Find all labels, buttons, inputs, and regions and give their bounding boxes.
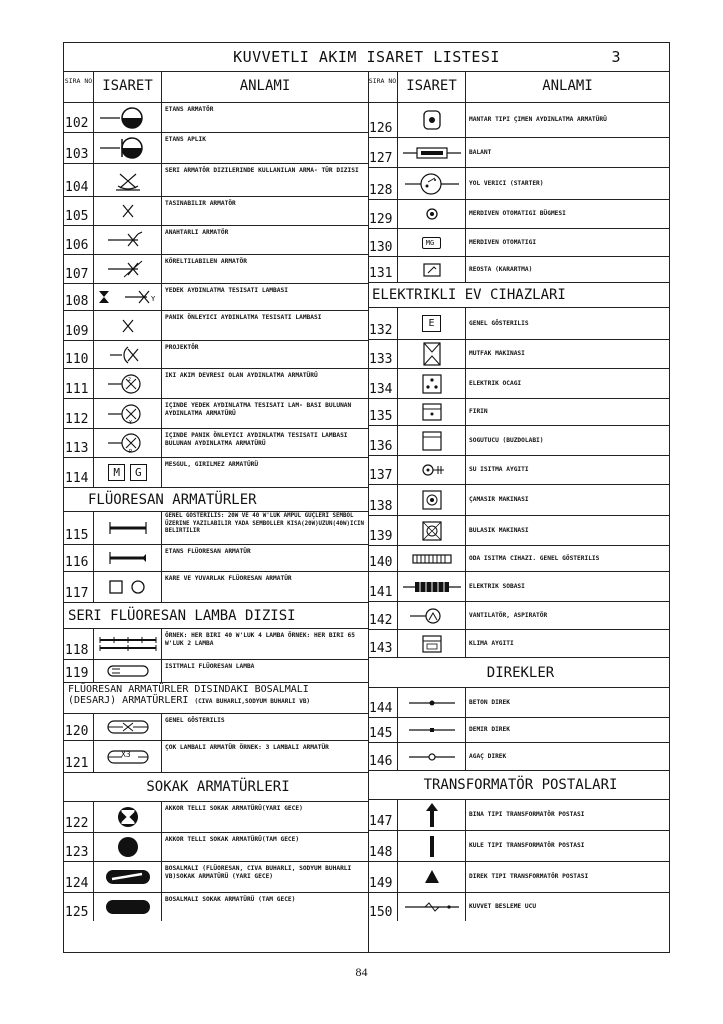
row-number: 104 xyxy=(64,164,94,196)
table-row xyxy=(64,429,368,458)
row-number: 110 xyxy=(64,341,94,368)
row-meaning: VANTILATÖR, ASPIRATÖR xyxy=(469,611,548,619)
section-desarj-title: FLÜORESAN ARMATÜRLER DISINDAKI BOSALMALI xyxy=(68,684,309,695)
table-row xyxy=(64,512,368,545)
row-number: 111 xyxy=(64,369,94,398)
row-number: 131 xyxy=(368,257,398,282)
row-number: 143 xyxy=(368,630,398,657)
table-row xyxy=(64,226,368,255)
row-number: 114 xyxy=(64,458,94,487)
starter-symbol xyxy=(398,168,466,199)
table-row xyxy=(368,200,669,229)
row-number: 116 xyxy=(64,545,94,571)
row-meaning: ELEKTRIK OCAGI xyxy=(469,379,522,387)
table-row xyxy=(64,660,368,683)
page-title: KUVVETLI AKIM ISARET LISTESI xyxy=(233,48,500,66)
sheet-number: 3 xyxy=(611,48,621,66)
row-meaning: MERDIVEN OTOMATIGI xyxy=(469,238,537,246)
table-row xyxy=(64,802,368,833)
reosta-symbol xyxy=(398,257,466,282)
row-meaning: YEDEK AYDINLATMA TESISATI LAMBASI xyxy=(165,287,288,294)
row-meaning: ETANS ARMATÖR xyxy=(165,106,214,113)
row-number: 138 xyxy=(368,485,398,515)
row-number: 105 xyxy=(64,197,94,225)
row-meaning: TASINABILIR ARMATÖR xyxy=(165,200,236,207)
row-meaning: DEMIR DIREK xyxy=(469,726,510,733)
seri-armatur-dizisi-symbol xyxy=(94,164,162,196)
genel-cihaz-symbol xyxy=(398,308,466,339)
row-meaning: PANIK ÖNLEYICI AYDINLATMA TESISATI LAMBASI xyxy=(165,314,322,321)
kuvvet-besleme-symbol xyxy=(398,893,466,921)
table-row xyxy=(64,714,368,741)
row-meaning: IÇINDE YEDEK AYDINLATMA TESISATI LAM- BASI BULUNAN AYDINLATMA ARMATÜRÜ xyxy=(165,402,352,417)
row-number: 150 xyxy=(368,893,398,921)
row-meaning: GENEL GÖSTERILIS xyxy=(469,319,529,327)
table-row xyxy=(368,399,669,426)
row-number: 108 xyxy=(64,284,94,310)
table-row xyxy=(64,284,368,311)
row-meaning: MANTAR TIPI ÇIMEN AYDINLATMA ARMATÜRÜ xyxy=(469,116,607,123)
row-meaning: ETANS FLÜORESAN ARMATÜR xyxy=(165,548,251,555)
row-number: 135 xyxy=(368,399,398,425)
row-number: 117 xyxy=(64,572,94,602)
row-meaning: IKI AKIM DEVRESI OLAN AYDINLATMA ARMATÜRÜ xyxy=(165,372,318,379)
row-number: 102 xyxy=(64,103,94,132)
row-number: 140 xyxy=(368,546,398,571)
row-number: 115 xyxy=(64,512,94,544)
e-box: E xyxy=(422,315,440,332)
table-row xyxy=(368,308,669,340)
row-number: 124 xyxy=(64,862,94,892)
sokak-tam-gece-symbol xyxy=(94,833,162,861)
row-number: 134 xyxy=(368,369,398,398)
mantar-armatur-symbol xyxy=(398,103,466,137)
row-number: 119 xyxy=(64,660,94,682)
row-meaning: ODA ISITMA CIHAZI. GENEL GÖSTERILIS xyxy=(469,554,600,562)
table-row xyxy=(64,133,368,164)
section-desarj xyxy=(64,683,368,714)
su-isitma-symbol xyxy=(398,456,466,484)
etans-armatur-symbol xyxy=(94,103,162,132)
header-no: SIRA NO xyxy=(64,71,94,102)
row-meaning: YOL VERICI (STARTER) xyxy=(469,179,544,187)
row-number: 139 xyxy=(368,516,398,545)
row-number: 145 xyxy=(368,718,398,742)
page-footer-number: 84 xyxy=(355,965,368,979)
row-number: 149 xyxy=(368,862,398,892)
row-meaning: BINA TIPI TRANSFORMATÖR POSTASI xyxy=(469,811,585,818)
row-number: 146 xyxy=(368,743,398,770)
cross-symbol xyxy=(94,311,162,340)
row-number: 136 xyxy=(368,426,398,455)
row-number: 113 xyxy=(64,429,94,457)
row-meaning: ÇAMASIR MAKINASI xyxy=(469,496,529,503)
yedek-lambali-armatur-symbol xyxy=(94,399,162,428)
row-number: 125 xyxy=(64,893,94,921)
row-meaning: BALANT xyxy=(469,148,492,156)
m-box: M xyxy=(108,464,125,481)
etans-fluoresan-symbol xyxy=(94,545,162,571)
table-row xyxy=(368,229,669,257)
balast-symbol xyxy=(398,138,466,167)
table-row xyxy=(64,164,368,197)
sokak-yari-gece-symbol xyxy=(94,802,162,832)
table-row xyxy=(368,340,669,369)
table-row xyxy=(64,458,368,488)
mg-box: MG xyxy=(422,237,441,249)
row-meaning: MUTFAK MAKINASI xyxy=(469,350,525,357)
row-meaning: KUVVET BESLEME UCU xyxy=(469,903,537,910)
table-row xyxy=(368,893,669,921)
row-meaning: SU ISITMA AYGITI xyxy=(469,466,529,473)
row-meaning: GENEL GÖSTERILIS: 20W VE 40 W'LUK AMPUL GÜÇLERI SEMBOL ÜZERINE YAZILABILIR YADA SEMBOLLER KISA(20W)UZUN(40W)ICIN BELIRTILIR xyxy=(165,513,364,534)
row-number: 106 xyxy=(64,226,94,254)
svg-text:2: 2 xyxy=(127,376,131,383)
bulasik-makinasi-symbol xyxy=(398,516,466,545)
section-desarj-title2: (DESARJ) ARMATÜRLERI xyxy=(68,695,189,706)
table-row xyxy=(64,572,368,603)
table-row xyxy=(368,516,669,546)
row-meaning: AGAÇ DIREK xyxy=(469,752,507,760)
mutfak-makinasi-symbol xyxy=(398,340,466,368)
row-number: 132 xyxy=(368,308,398,339)
beton-direk-symbol xyxy=(398,688,466,717)
row-number: 120 xyxy=(64,714,94,740)
row-meaning: KARE VE YUVARLAK FLÜORESAN ARMATÜR xyxy=(165,575,292,582)
table-row xyxy=(64,545,368,572)
row-number: 126 xyxy=(368,103,398,137)
anahtarli-armatur-symbol xyxy=(94,226,162,254)
section-trafo: TRANSFORMATÖR POSTALARI xyxy=(368,771,669,800)
row-meaning: DIREK TIPI TRANSFORMATÖR POSTASI xyxy=(469,873,589,880)
table-row xyxy=(368,800,669,831)
direk-tipi-trafo-symbol xyxy=(398,862,466,892)
row-number: 127 xyxy=(368,138,398,167)
row-number: 129 xyxy=(368,200,398,228)
header-no: SIRA NO xyxy=(368,71,398,102)
table-row xyxy=(368,103,669,138)
table-row xyxy=(368,602,669,630)
desarj-armatur-symbol xyxy=(94,714,162,740)
header-meaning: ANLAMI xyxy=(542,78,593,94)
row-meaning: ANAHTARLI ARMATÖR xyxy=(165,229,229,236)
row-meaning: ISITMALI FLÜORESAN LAMBA xyxy=(165,663,255,670)
cross-symbol xyxy=(94,197,162,225)
symbol-label: X3 xyxy=(121,750,131,759)
row-number: 109 xyxy=(64,311,94,340)
table-row xyxy=(368,426,669,456)
kule-tipi-trafo-symbol xyxy=(398,831,466,861)
table-header xyxy=(64,71,368,103)
row-meaning: SOGUTUCU (BUZDOLABI) xyxy=(469,436,544,444)
svg-text:Y: Y xyxy=(150,295,155,303)
svg-text:Y: Y xyxy=(128,419,132,426)
table-row xyxy=(64,311,368,341)
iki-akim-devreli-armatur-symbol xyxy=(94,369,162,398)
table-row xyxy=(64,629,368,660)
table-row xyxy=(368,572,669,602)
row-number: 103 xyxy=(64,133,94,163)
row-meaning: BULASIK MAKINASI xyxy=(469,526,529,534)
cok-lambali-armatur-symbol xyxy=(94,741,162,772)
row-number: 142 xyxy=(368,602,398,629)
row-number: 137 xyxy=(368,456,398,484)
row-number: 118 xyxy=(64,629,94,659)
symbol-list-sheet xyxy=(63,42,670,953)
table-row xyxy=(64,893,368,921)
row-meaning: SERI ARMATÖR DIZILERINDE KULLANILAN ARMA- TÜR DIZISI xyxy=(165,167,359,174)
table-row xyxy=(368,718,669,743)
section-desarj-line2 xyxy=(68,695,368,707)
row-number: 141 xyxy=(368,572,398,601)
row-meaning: AKKOR TELLI SOKAK ARMATÜRÜ(YARI GECE) xyxy=(165,805,303,812)
row-meaning: MESGUL, GIRILMEZ ARMATÜRÜ xyxy=(165,461,259,468)
mesgul-girilmez-symbol xyxy=(94,458,162,487)
table-row xyxy=(368,862,669,893)
row-number: 148 xyxy=(368,831,398,861)
table-row xyxy=(368,485,669,516)
panik-lambali-armatur-symbol xyxy=(94,429,162,457)
table-row xyxy=(368,831,669,862)
table-row xyxy=(64,862,368,893)
row-meaning: FIRIN xyxy=(469,408,488,415)
left-column xyxy=(64,71,369,952)
camasir-makinasi-symbol xyxy=(398,485,466,515)
table-row xyxy=(368,456,669,485)
row-number: 147 xyxy=(368,800,398,830)
header-meaning: ANLAMI xyxy=(239,78,291,94)
sogutucu-symbol xyxy=(398,426,466,455)
table-row xyxy=(64,369,368,399)
row-meaning: REOSTA (KARARTMA) xyxy=(469,265,533,273)
row-meaning: BOSALMALI (FLÜORESAN, CIVA BUHARLI, SODYUM BUHARLI VB)SOKAK ARMATÜRÜ (YARI GECE) xyxy=(165,865,352,880)
row-number: 123 xyxy=(64,833,94,861)
title-bar xyxy=(64,43,669,72)
table-row xyxy=(64,103,368,133)
row-meaning: IÇINDE PANIK ÖNLEYICI AYDINLATMA TESISATI LAMBASI BULUNAN AYDINLATMA ARMATÜRÜ xyxy=(165,432,348,447)
table-row xyxy=(64,741,368,773)
isitmali-fluoresan-symbol xyxy=(94,660,162,682)
header-symbol: ISARET xyxy=(94,71,162,102)
demir-direk-symbol xyxy=(398,718,466,742)
bosalmali-yari-gece-symbol xyxy=(94,862,162,892)
elektrik-ocagi-symbol xyxy=(398,369,466,398)
section-sokak: SOKAK ARMATÜRLERI xyxy=(64,773,368,802)
merdiven-otomatigi-symbol xyxy=(398,229,466,256)
row-meaning: PROJEKTÖR xyxy=(165,344,199,351)
row-meaning: KULE TIPI TRANSFORMATÖR POSTASI xyxy=(469,842,585,849)
section-desarj-subtitle: (CIVA BUHARLI,SODYUM BUHARLI VB) xyxy=(194,698,311,705)
section-elektrikli: ELEKTRIKLI EV CIHAZLARI xyxy=(368,283,669,308)
table-row xyxy=(368,369,669,399)
row-number: 144 xyxy=(368,688,398,717)
row-meaning: BOSALMALI SOKAK ARMATÜRÜ (TAM GECE) xyxy=(165,896,296,903)
etans-aplik-symbol xyxy=(94,133,162,163)
row-number: 130 xyxy=(368,229,398,256)
yedek-aydinlatma-symbol xyxy=(94,284,162,310)
right-column xyxy=(368,71,669,952)
table-row xyxy=(64,833,368,862)
koreltilabilen-armatur-symbol xyxy=(94,255,162,283)
row-number: 107 xyxy=(64,255,94,283)
kare-yuvarlak-symbol xyxy=(94,572,162,602)
row-meaning: BETON DIREK xyxy=(469,698,510,706)
merdiven-otomatik-buton-symbol xyxy=(398,200,466,228)
table-row xyxy=(368,743,669,771)
table-row xyxy=(64,255,368,284)
firin-symbol xyxy=(398,399,466,425)
fluoresan-armatur-symbol xyxy=(94,512,162,544)
row-meaning: ETANS APLIK xyxy=(165,136,206,143)
oda-isitma-symbol xyxy=(398,546,466,571)
table-row xyxy=(368,138,669,168)
klima-symbol xyxy=(398,630,466,657)
table-row xyxy=(64,197,368,226)
table-row xyxy=(368,688,669,718)
table-row xyxy=(64,399,368,429)
row-meaning: KLIMA AYGITI xyxy=(469,639,514,647)
table-row xyxy=(368,546,669,572)
section-direkler: DIREKLER xyxy=(368,658,669,688)
row-meaning: KÖRELTILABILEN ARMATÖR xyxy=(165,258,247,265)
table-row xyxy=(368,257,669,283)
row-number: 121 xyxy=(64,741,94,772)
section-seri: SERI FLÜORESAN LAMBA DIZISI xyxy=(64,603,368,629)
table-row xyxy=(64,341,368,369)
table-header xyxy=(368,71,669,103)
row-number: 128 xyxy=(368,168,398,199)
table-row xyxy=(368,630,669,658)
bosalmali-tam-gece-symbol xyxy=(94,893,162,921)
row-number: 112 xyxy=(64,399,94,428)
agac-direk-symbol xyxy=(398,743,466,770)
vantilator-symbol xyxy=(398,602,466,629)
bina-tipi-trafo-symbol xyxy=(398,800,466,830)
svg-text:P: P xyxy=(128,449,132,455)
header-symbol: ISARET xyxy=(398,71,466,102)
row-meaning: AKKOR TELLI SOKAK ARMATÜRÜ(TAM GECE) xyxy=(165,836,300,843)
g-box: G xyxy=(130,464,147,481)
projektor-symbol xyxy=(94,341,162,368)
elektrik-sobasi-symbol xyxy=(398,572,466,601)
row-meaning: ELEKTRIK SOBASI xyxy=(469,582,525,590)
row-number: 133 xyxy=(368,340,398,368)
row-meaning: ÖRNEK: HER BIRI 40 W'LUK 4 LAMBA ÖRNEK: HER BIRI 65 W'LUK 2 LAMBA xyxy=(165,632,355,647)
section-fluoresan: FLÜORESAN ARMATÜRLER xyxy=(64,488,368,512)
table-row xyxy=(368,168,669,200)
seri-fluoresan-symbol xyxy=(94,629,162,659)
row-meaning: GENEL GÖSTERILIS xyxy=(165,717,225,724)
row-meaning: MERDIVEN OTOMATIGI BÜGMESI xyxy=(469,210,566,217)
row-number: 122 xyxy=(64,802,94,832)
row-meaning: ÇOK LAMBALI ARMATÜR ÖRNEK: 3 LAMBALI ARMATÜR xyxy=(165,744,329,751)
